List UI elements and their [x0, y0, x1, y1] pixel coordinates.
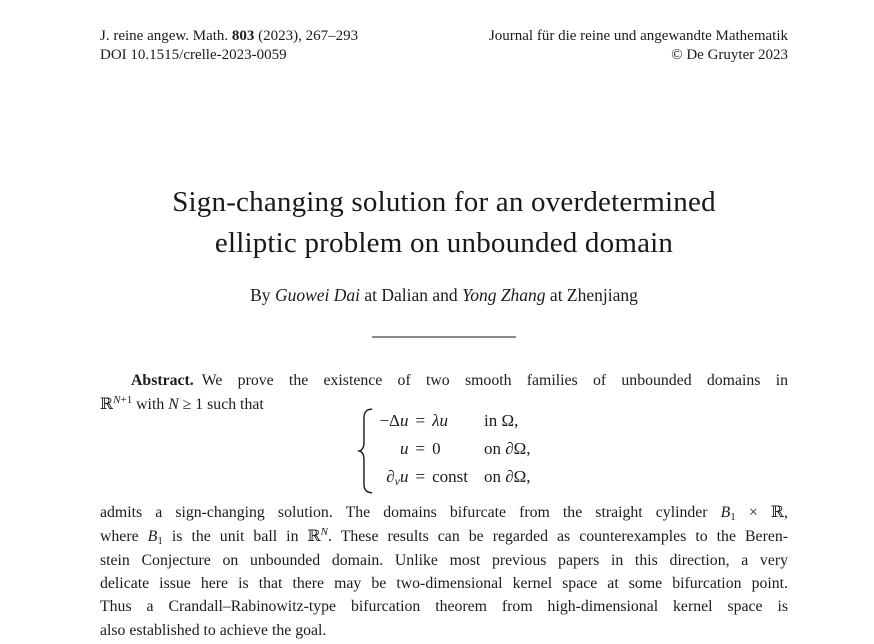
abstract-mid: with	[132, 396, 169, 414]
title-divider-rule	[372, 336, 516, 338]
journal-header-left	[100, 27, 358, 65]
journal-reference-pre: J. reine angew. Math.	[100, 28, 232, 44]
superscript-plus-one: +1	[120, 394, 133, 407]
equation-3-lhs	[379, 463, 408, 495]
blackboard-R: ℝ	[100, 394, 114, 414]
journal-volume: 803	[231, 28, 255, 44]
abstract-intro: We prove the existence of two smooth families of unbounded domains in	[201, 372, 788, 389]
body-text: . These results can be regarded as counterexamples to the Beren-	[328, 528, 788, 546]
body-text: ,	[784, 503, 788, 521]
minus-laplacian: −Δ	[379, 410, 400, 430]
title-line-1: Sign-changing solution for an overdetermined	[172, 186, 716, 218]
equation-1-condition: in Ω,	[483, 410, 519, 430]
superscript-N-plus-1	[113, 394, 132, 406]
left-curly-brace-icon	[357, 408, 374, 494]
subscript-nu: ν	[394, 473, 400, 488]
blackboard-R: ℝ	[770, 501, 785, 521]
body-line-1	[100, 500, 788, 524]
body-text: admits a sign-changing solution. The domains bifurcate from the straight cylinder	[100, 503, 721, 521]
journal-header-right	[489, 27, 788, 65]
var-B: B	[147, 528, 158, 546]
superscript-var: N	[113, 394, 121, 407]
byline-affiliation-1: at Dalian and	[360, 285, 463, 305]
body-line-2	[100, 524, 788, 548]
journal-reference-post: (2023), 267–293	[254, 28, 359, 44]
byline	[100, 285, 788, 306]
equation-2-lhs	[379, 435, 408, 463]
journal-header	[100, 27, 788, 65]
abstract-label: Abstract.	[131, 372, 194, 389]
subscript-1: 1	[157, 535, 163, 548]
equation-2-rhs: 0	[432, 438, 441, 458]
body-text: where	[100, 528, 148, 546]
abstract-tail: ≥ 1 such that	[178, 396, 264, 414]
superscript-var: N	[320, 526, 329, 539]
byline-affiliation-2: at Zhenjiang	[545, 285, 638, 305]
displayed-equation-system	[357, 407, 530, 495]
equals-sign: =	[415, 466, 426, 486]
var-N: N	[168, 396, 179, 414]
author-name-1: Guowei Dai	[274, 285, 361, 305]
equation-1-lhs	[379, 407, 408, 435]
byline-by: By	[250, 285, 275, 305]
copyright-line: © De Gruyter 2023	[671, 47, 788, 63]
blackboard-R: ℝ	[307, 526, 321, 546]
body-line-6: also established to achieve the goal.	[100, 621, 327, 639]
subscript-1: 1	[730, 510, 736, 523]
author-name-2: Yong Zhang	[462, 285, 546, 305]
equation-2-condition: on ∂Ω,	[483, 438, 531, 458]
body-text: is the unit ball in	[162, 528, 308, 546]
body-line-5: Thus a Crandall–Rabinowitz-type bifurcation theorem from high-dimensional kernel space is	[100, 598, 788, 616]
times-symbol: ×	[735, 503, 771, 521]
title-line-2: elliptic problem on unbounded domain	[214, 227, 674, 259]
paper-title	[100, 182, 788, 264]
equals-sign: =	[415, 410, 426, 430]
var-u: u	[400, 466, 409, 486]
equation-grid	[379, 407, 530, 495]
body-line-4: delicate issue here is that there may be two-dimensional kernel space at some bifurcation point.	[100, 575, 788, 593]
superscript-N	[321, 526, 328, 538]
journal-name: Journal für die reine und angewandte Mathematik	[488, 28, 788, 44]
doi-line: DOI 10.1515/crelle-2023-0059	[100, 47, 287, 63]
equation-3-rhs: const	[432, 466, 468, 486]
body-line-3: stein Conjecture on unbounded domain. Unlike most previous papers in this direction, a very	[100, 551, 788, 569]
lambda-u: λu	[432, 410, 448, 430]
partial-derivative-symbol: ∂	[386, 466, 395, 486]
equals-sign: =	[415, 438, 426, 458]
var-u: u	[400, 438, 409, 458]
var-B: B	[720, 503, 731, 521]
journal-reference	[100, 27, 358, 46]
abstract-line-1	[100, 369, 788, 392]
abstract-body-paragraph	[100, 500, 788, 642]
var-u: u	[400, 410, 409, 430]
equation-3-condition: on ∂Ω,	[483, 466, 531, 486]
equation-1-rhs	[432, 407, 468, 435]
